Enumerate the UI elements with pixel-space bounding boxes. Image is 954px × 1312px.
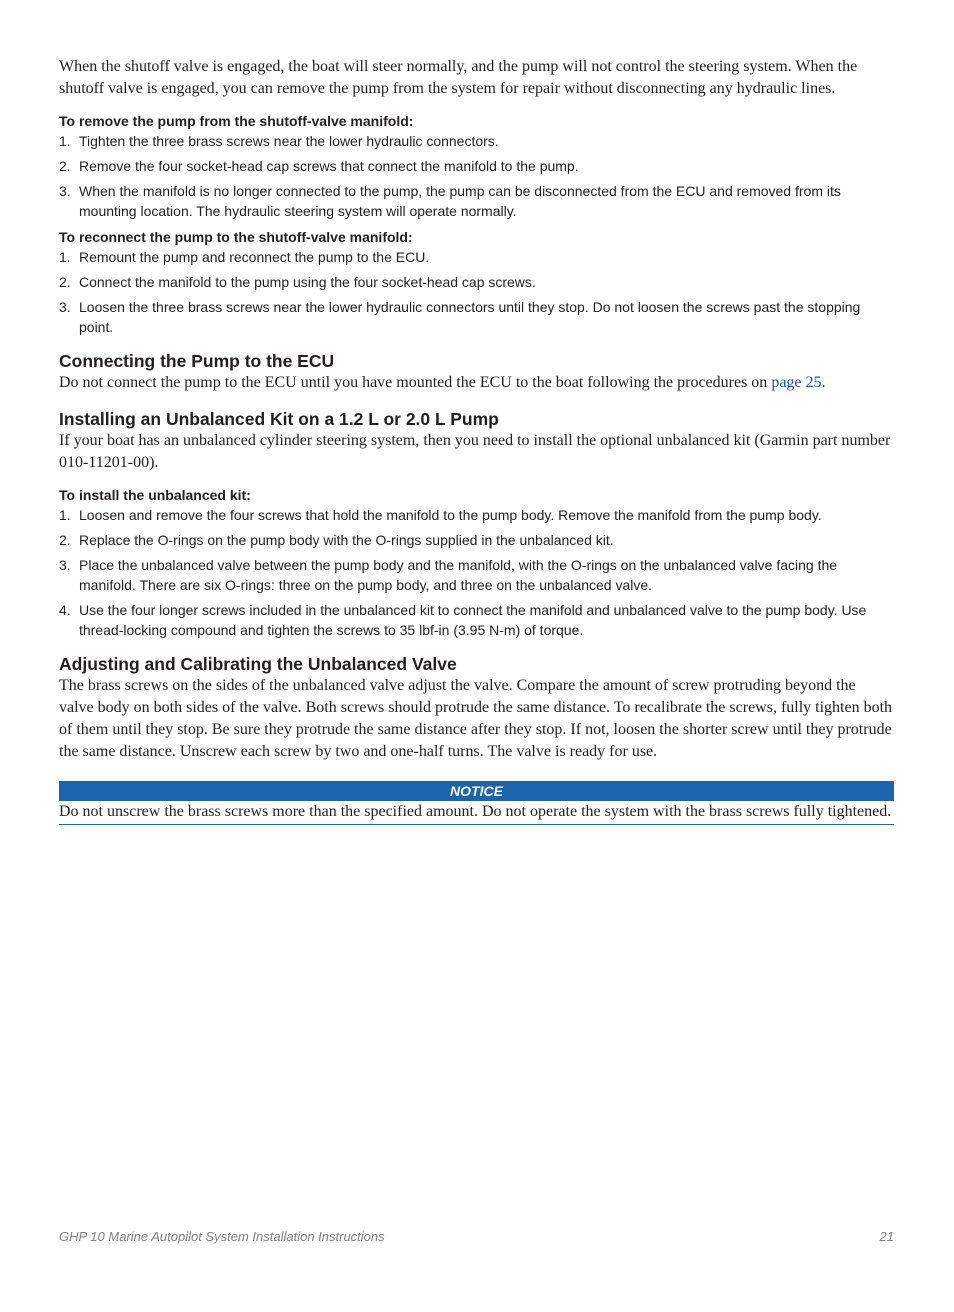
list-item: 3. Place the unbalanced valve between the pump body and the manifold, with the O-rings on the unbalanced valve facing the manifold. There are six O-rings: three on the pump body, and three on the unbalanced valve.: [59, 557, 838, 593]
remove-procedure-steps: [59, 131, 894, 221]
list-item: 3. When the manifold is no longer connected to the pump, the pump can be disconnected from the ECU and removed from its mounting location. The hydraulic steering system will operate normally.: [59, 183, 841, 219]
list-item: 3. Loosen the three brass screws near the lower hydraulic connectors until they stop. Do not loosen the screws past the stopping point.: [59, 299, 861, 335]
remove-procedure-title: To remove the pump from the shutoff-valve manifold:: [59, 113, 414, 129]
reconnect-procedure-title: To reconnect the pump to the shutoff-valve manifold:: [59, 229, 413, 245]
notice-text: Do not unscrew the brass screws more than the specified amount. Do not operate the system with the brass screws fully tightened.: [59, 801, 894, 825]
kit-paragraph: If your boat has an unbalanced cylinder steering system, then you need to install the optional unbalanced kit (Garmin part number 010-11201-00).: [59, 432, 891, 471]
page-number: 21: [879, 1229, 894, 1244]
install-kit-steps: [59, 505, 894, 640]
list-item: 2. Remove the four socket-head cap screws that connect the manifold to the pump.: [59, 158, 579, 174]
page-footer: [59, 1229, 894, 1244]
section-heading-unbalanced-kit: Installing an Unbalanced Kit on a 1.2 L or 2.0 L Pump: [59, 409, 499, 429]
footer-title: GHP 10 Marine Autopilot System Installation Instructions: [59, 1229, 385, 1244]
section-heading-ecu: Connecting the Pump to the ECU: [59, 351, 335, 371]
adjust-paragraph: The brass screws on the sides of the unbalanced valve adjust the valve. Compare the amount of screw protruding beyond the valve body on both sides of the valve. Both screws should protrude the same distance. To recalibrate the screws, fully tighten both of them until they stop. Be sure they protrude the same distance after they stop. If not, loosen the shorter screw until they protrude the same distance. Unscrew each screw by two and one-half turns. The valve is ready for use.: [59, 677, 893, 760]
notice-label: NOTICE: [59, 781, 894, 801]
list-item: 1. Tighten the three brass screws near the lower hydraulic connectors.: [59, 133, 499, 149]
reconnect-procedure-steps: [59, 247, 894, 337]
notice-box: [59, 781, 894, 825]
page-content: [59, 56, 894, 825]
ecu-paragraph: Do not connect the pump to the ECU until you have mounted the ECU to the boat following the procedures on page 25.: [59, 374, 826, 391]
list-item: 1. Remount the pump and reconnect the pump to the ECU.: [59, 249, 430, 265]
section-heading-adjust-valve: Adjusting and Calibrating the Unbalanced Valve: [59, 654, 457, 674]
install-kit-procedure-title: To install the unbalanced kit:: [59, 487, 251, 503]
list-item: 2. Replace the O-rings on the pump body with the O-rings supplied in the unbalanced kit.: [59, 532, 614, 548]
list-item: 4. Use the four longer screws included in the unbalanced kit to connect the manifold and unbalanced valve to the pump body. Use thread-locking compound and tighten the screws to 35 lbf-in (3.95 N-m) of torque.: [59, 602, 867, 638]
page-25-link[interactable]: page 25: [771, 374, 822, 391]
intro-paragraph: When the shutoff valve is engaged, the boat will steer normally, and the pump will not control the steering system. When the shutoff valve is engaged, you can remove the pump from the system for repair without disconnecting any hydraulic lines.: [59, 58, 858, 97]
list-item: 2. Connect the manifold to the pump using the four socket-head cap screws.: [59, 274, 536, 290]
list-item: 1. Loosen and remove the four screws that hold the manifold to the pump body. Remove the manifold from the pump body.: [59, 507, 822, 523]
